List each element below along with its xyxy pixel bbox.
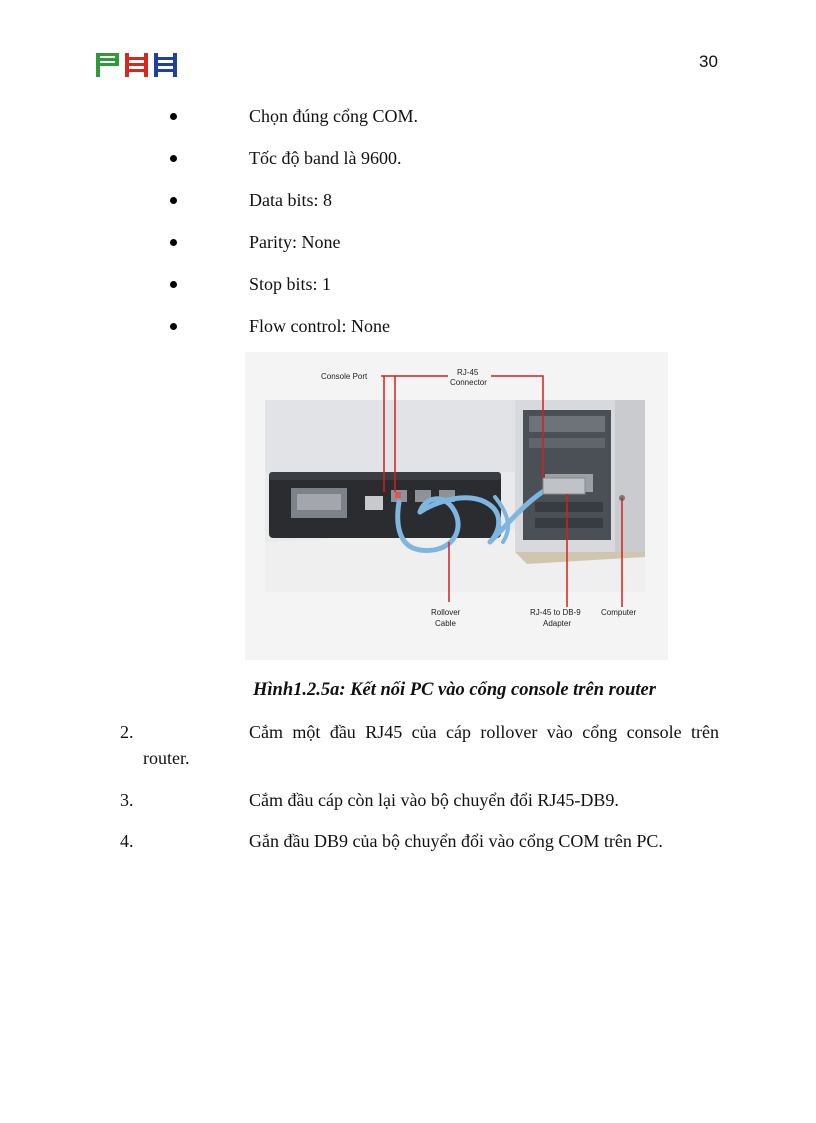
list-item-text: Tốc độ band là 9600. (249, 148, 402, 168)
list-item (0, 788, 816, 812)
rollover-cable-label-line2: Cable (435, 619, 456, 628)
bullet-icon (170, 323, 177, 330)
router-console-figure (245, 352, 668, 660)
rj45-connector-label-line2: Connector (450, 378, 487, 387)
list-item-text: Parity: None (249, 232, 341, 252)
bullet-icon (170, 281, 177, 288)
list-item (0, 720, 816, 772)
adapter-label-line2: Adapter (543, 619, 572, 628)
bullet-icon (170, 197, 177, 204)
list-item-text: Flow control: None (249, 316, 390, 336)
bullet-icon (170, 155, 177, 162)
list-item (0, 272, 816, 296)
db9-adapter (543, 478, 585, 494)
list-item (0, 314, 816, 338)
rollover-cable-label-line1: Rollover (431, 608, 461, 617)
page-number: 30 (699, 52, 718, 71)
computer-label: Computer (601, 608, 637, 617)
bullet-icon (170, 113, 177, 120)
list-item (0, 230, 816, 254)
figure-caption: Hình1.2.5a: Kết nối PC vào cổng console trên router (253, 680, 656, 700)
console-port-label: Console Port (321, 372, 368, 381)
step-number: 3. (120, 790, 134, 810)
step-text: Gắn đầu DB9 của bộ chuyển đổi vào cổng COM trên PC. (249, 831, 663, 851)
step-number: 2. (120, 722, 134, 742)
list-item-text: Stop bits: 1 (249, 274, 332, 294)
adapter-label-line1: RJ-45 to DB-9 (530, 608, 581, 617)
list-item-text: Data bits: 8 (249, 190, 332, 210)
pnh-logo (96, 52, 178, 78)
step-text: Cắm đầu cáp còn lại vào bộ chuyển đổi RJ45-DB9. (249, 790, 619, 810)
rj45-connector-label-line1: RJ-45 (457, 368, 479, 377)
list-item (0, 104, 816, 128)
list-item (0, 188, 816, 212)
step-text: Cắm một đầu RJ45 của cáp rollover vào cổng console trên (249, 722, 719, 742)
step-number: 4. (120, 831, 134, 851)
router-console-illustration (245, 352, 668, 660)
list-item (0, 829, 816, 853)
list-item-text: Chọn đúng cổng COM. (249, 106, 419, 126)
step-text-continuation: router. (143, 748, 190, 768)
bullet-icon (170, 239, 177, 246)
router (269, 472, 501, 538)
list-item (0, 146, 816, 170)
